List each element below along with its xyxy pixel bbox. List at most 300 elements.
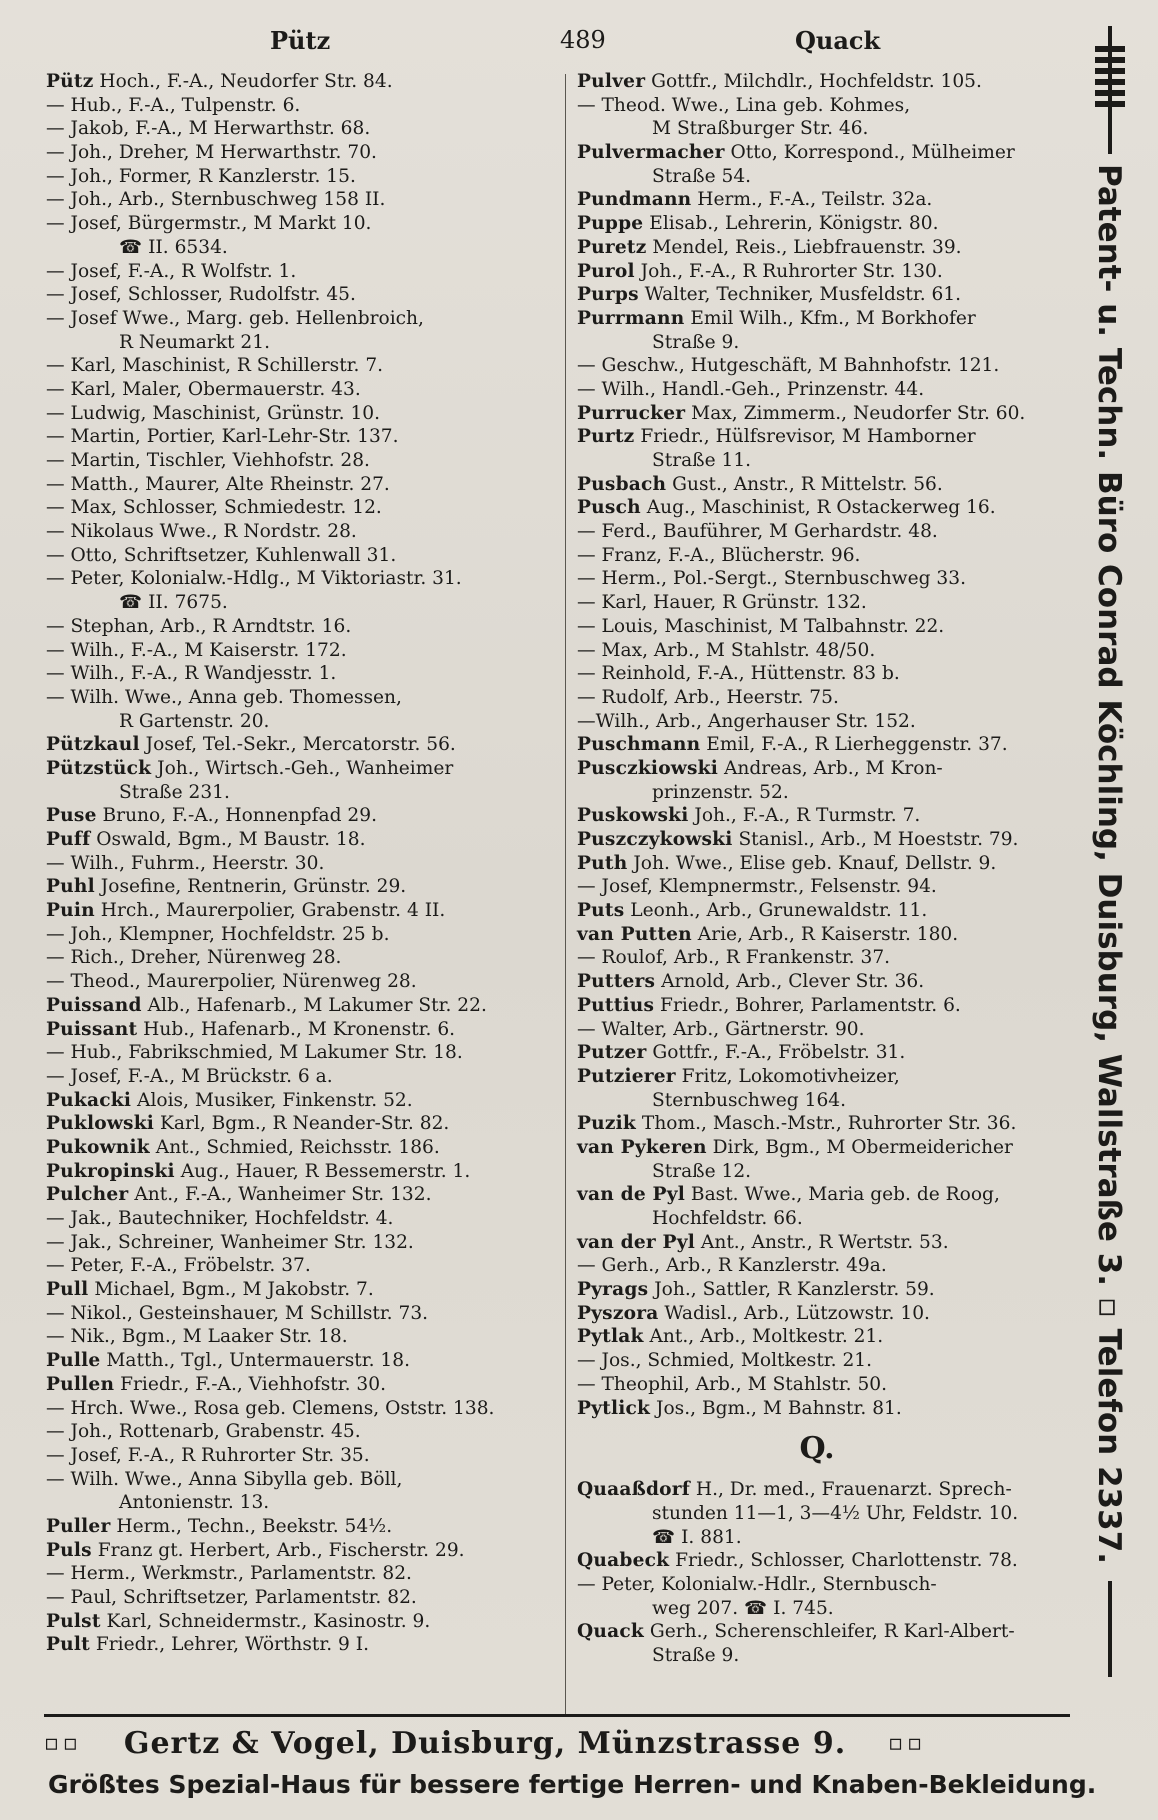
entry-surname: Puls (46, 1539, 92, 1561)
entry-details: — Theophil, Arb., M Stahlstr. 50. (577, 1373, 888, 1395)
entry-details: Hrch., Maurerpolier, Grabenstr. 4 II. (94, 900, 446, 922)
directory-entry (46, 615, 566, 639)
directory-entry (46, 1468, 566, 1492)
entry-surname: Purrucker (577, 402, 686, 424)
entry-details: Joh., Sattler, R Kanzlerstr. 59. (648, 1279, 935, 1301)
entry-details: M Straßburger Str. 46. (652, 118, 869, 140)
header-first-entry: Pütz (270, 26, 331, 55)
footer-ad-title (44, 1726, 1074, 1761)
entry-details: Hochfeldstr. 66. (652, 1208, 803, 1229)
entry-surname: Pützkaul (46, 734, 140, 756)
entry-surname: Purtz (577, 426, 635, 448)
entry-details: — Louis, Maschinist, M Talbahnstr. 22. (577, 615, 945, 637)
directory-entry (577, 686, 1097, 710)
entry-surname: Puretz (577, 236, 647, 258)
entry-details: Straße 9. (652, 331, 740, 353)
directory-entry (577, 923, 1097, 947)
entry-surname: Purrmann (577, 307, 685, 329)
column-divider (565, 74, 566, 1714)
entry-surname: Puissant (46, 1018, 138, 1040)
directory-entry (577, 188, 1097, 212)
sidebar-bars-top (1095, 46, 1125, 112)
directory-entry (46, 1444, 566, 1468)
directory-entry (577, 1207, 1097, 1231)
entry-details: Herm., F.-A., Teilstr. 32a. (691, 189, 933, 211)
directory-entry (46, 733, 566, 757)
entry-details: — Wilh., F.-A., M Kaiserstr. 172. (46, 639, 347, 661)
entry-surname: Purps (577, 284, 639, 306)
entry-surname: Pyrags (577, 1279, 649, 1301)
entry-surname: Pusbach (577, 473, 667, 495)
entry-surname: Pulle (46, 1350, 101, 1372)
entry-surname: Puse (46, 805, 97, 827)
entry-surname: Pult (46, 1634, 90, 1656)
directory-entry (46, 1278, 566, 1302)
entry-details: Ant., Arb., Moltkestr. 21. (643, 1326, 884, 1348)
entry-details: —Wilh., Arb., Angerhauser Str. 152. (577, 710, 916, 732)
entry-details: — Josef, Bürgermstr., M Markt 10. (46, 213, 372, 235)
directory-entry (577, 331, 1097, 355)
ad-company: Gertz & Vogel, Duisburg, Münzstrasse 9. (123, 1726, 847, 1761)
directory-entry (46, 899, 566, 923)
entry-surname: Pyszora (577, 1302, 659, 1324)
directory-entry (46, 1349, 566, 1373)
directory-entry (46, 804, 566, 828)
directory-entry (577, 1041, 1097, 1065)
directory-entry (46, 686, 566, 710)
directory-entry (46, 1018, 566, 1042)
directory-entry (577, 402, 1097, 426)
entry-surname: Pulver (577, 71, 646, 92)
directory-entry (46, 94, 566, 118)
footer-rule (44, 1714, 1070, 1717)
entry-details: — Karl, Maler, Obermauerstr. 43. (46, 378, 361, 400)
entry-details: — Walter, Arb., Gärtnerstr. 90. (577, 1018, 865, 1040)
entry-details: — Josef, F.-A., M Brückstr. 6 a. (46, 1065, 333, 1087)
directory-entry (46, 283, 566, 307)
directory-entry (577, 117, 1097, 141)
directory-entry (577, 307, 1097, 331)
entry-surname: Puttius (577, 994, 655, 1016)
directory-entry (46, 875, 566, 899)
directory-entry (46, 1397, 566, 1421)
right-column (577, 70, 1097, 1668)
entry-surname: Puskowski (577, 805, 689, 827)
entry-details: — Wilh., Handl.-Geh., Prinzenstr. 44. (577, 378, 925, 400)
entry-surname: Puts (577, 900, 625, 922)
entry-details: Joh. Wwe., Elise geb. Knauf, Dellstr. 9. (627, 852, 997, 874)
entry-details: Gottfr., Milchdlr., Hochfeldstr. 105. (645, 71, 982, 92)
entry-details: Friedr., Bohrer, Parlamentstr. 6. (654, 994, 961, 1016)
entry-details: Josef, Tel.-Sekr., Mercatorstr. 56. (139, 734, 456, 756)
entry-surname: Puzik (577, 1113, 637, 1135)
directory-entry (46, 1065, 566, 1089)
directory-entry (577, 1549, 1097, 1573)
directory-entry (577, 899, 1097, 923)
directory-entry (577, 1478, 1097, 1502)
section-heading: Q. (799, 1431, 835, 1467)
directory-entry (46, 496, 566, 520)
directory-entry (577, 1018, 1097, 1042)
directory-entry (46, 473, 566, 497)
entry-surname: Pull (46, 1279, 89, 1301)
directory-entry (46, 165, 566, 189)
directory-entry (577, 946, 1097, 970)
entry-details: Hoch., F.-A., Neudorfer Str. 84. (93, 71, 393, 92)
directory-entry (577, 236, 1097, 260)
entry-details: — Wilh., F.-A., R Wandjesstr. 1. (46, 663, 337, 685)
directory-entry (577, 994, 1097, 1018)
entry-details: — Karl, Maschinist, R Schillerstr. 7. (46, 355, 384, 377)
entry-details: Gerh., Scherenschleifer, R Karl-Albert- (643, 1621, 1015, 1643)
directory-entry (577, 828, 1097, 852)
entry-details: R Gartenstr. 20. (119, 710, 270, 732)
directory-entry (577, 567, 1097, 591)
directory-entry (577, 875, 1097, 899)
directory-entry (577, 970, 1097, 994)
directory-entry (46, 970, 566, 994)
entry-surname: Pulvermacher (577, 142, 725, 164)
directory-entry (577, 283, 1097, 307)
entry-details: Alb., Hafenarb., M Lakumer Str. 22. (141, 994, 487, 1016)
directory-entry (46, 331, 566, 355)
directory-entry (46, 449, 566, 473)
directory-entry (577, 1254, 1097, 1278)
entry-surname: Pytlak (577, 1326, 644, 1348)
entry-details: Max, Zimmerm., Neudorfer Str. 60. (685, 402, 1026, 424)
entry-details: Joh., F.-A., R Turmstr. 7. (688, 805, 921, 827)
entry-details: — Nikol., Gesteinshauer, M Schillstr. 73. (46, 1302, 429, 1324)
directory-entry (46, 567, 566, 591)
directory-entry (46, 757, 566, 781)
directory-entry (577, 520, 1097, 544)
entry-details: Jos., Bgm., M Bahnstr. 81. (650, 1397, 902, 1419)
directory-entry (577, 141, 1097, 165)
directory-entry (46, 378, 566, 402)
directory-entry (577, 1644, 1097, 1668)
directory-entry (577, 639, 1097, 663)
entry-details: Elisab., Lehrerin, Königstr. 80. (643, 213, 939, 235)
sidebar-text: Patent- u. Techn. Büro Conrad Köchling, Duisburg, Wallstraße 3. ▫ Telefon 2337. (1091, 164, 1127, 1565)
entry-surname: van de Pyl (577, 1184, 685, 1206)
entry-surname: Puff (46, 829, 91, 850)
entry-details: — Theod., Maurerpolier, Nürenweg 28. (46, 971, 417, 993)
entry-details: Leonh., Arb., Grunewaldstr. 11. (624, 900, 928, 922)
entry-details: Stanisl., Arb., M Hoeststr. 79. (732, 829, 1019, 850)
entry-details: — Hub., Fabrikschmied, M Lakumer Str. 18. (46, 1042, 463, 1064)
entry-details: Ant., F.-A., Wanheimer Str. 132. (128, 1184, 432, 1206)
entry-details: — Josef, Klempnermstr., Felsenstr. 94. (577, 876, 937, 898)
entry-surname: Pukacki (46, 1089, 132, 1111)
directory-entry (577, 781, 1097, 805)
entry-details: Straße 54. (652, 165, 752, 187)
entry-details: R Neumarkt 21. (119, 331, 270, 353)
entry-details: — Joh., Former, R Kanzlerstr. 15. (46, 165, 356, 187)
directory-entry (46, 1562, 566, 1586)
entry-details: — Wilh., Fuhrm., Heerstr. 30. (46, 852, 325, 874)
entry-details: — Josef, F.-A., R Wolfstr. 1. (46, 260, 297, 282)
directory-entry (577, 1136, 1097, 1160)
directory-entry (46, 1325, 566, 1349)
directory-entry (46, 923, 566, 947)
directory-entry (577, 165, 1097, 189)
entry-details: Joh., F.-A., R Ruhrorter Str. 130. (634, 260, 943, 282)
entry-details: H., Dr. med., Frauenarzt. Sprech- (689, 1479, 1012, 1501)
directory-entry (577, 591, 1097, 615)
directory-entry (577, 1112, 1097, 1136)
directory-entry (577, 94, 1097, 118)
directory-entry (577, 1620, 1097, 1644)
entry-details: Ant., Anstr., R Wertstr. 53. (695, 1231, 949, 1253)
entry-details: Karl, Schneidermstr., Kasinostr. 9. (100, 1610, 431, 1632)
entry-surname: Purol (577, 260, 635, 282)
directory-entry (46, 188, 566, 212)
entry-details: — Herm., Werkmstr., Parlamentstr. 82. (46, 1563, 412, 1585)
entry-details: Arie, Arb., R Kaiserstr. 180. (691, 923, 959, 945)
entry-details: — Wilh. Wwe., Anna geb. Thomessen, (46, 686, 402, 708)
entry-details: Arnold, Arb., Clever Str. 36. (655, 971, 925, 993)
directory-entry (577, 544, 1097, 568)
entry-details: — Jak., Bautechniker, Hochfeldstr. 4. (46, 1208, 394, 1229)
entry-details: Straße 12. (652, 1160, 752, 1182)
entry-details: Straße 231. (119, 781, 230, 803)
directory-entry (577, 1278, 1097, 1302)
entry-details: Thom., Masch.-Mstr., Ruhrorter Str. 36. (636, 1113, 1017, 1135)
directory-entry (46, 828, 566, 852)
directory-entry (46, 117, 566, 141)
entry-details: — Theod. Wwe., Lina geb. Kohmes, (577, 94, 911, 116)
entry-details: Matth., Tgl., Untermauerstr. 18. (100, 1350, 410, 1372)
footer-ad-slogan: Größtes Spezial-Haus für bessere fertige Herren- und Knaben-Bekleidung. (48, 1770, 1097, 1799)
directory-entry (46, 141, 566, 165)
directory-entry (577, 496, 1097, 520)
ad-boxes-right: ▫▫ (888, 1730, 926, 1756)
entry-details: stunden 11—1, 3—4½ Uhr, Feldstr. 10. (652, 1502, 1019, 1524)
directory-entry (46, 1633, 566, 1657)
directory-entry (577, 1325, 1097, 1349)
entry-details: Friedr., Lehrer, Wörthstr. 9 I. (89, 1634, 370, 1656)
directory-entry (46, 1136, 566, 1160)
directory-entry (46, 212, 566, 236)
directory-entry (577, 1160, 1097, 1184)
left-column (46, 70, 566, 1657)
directory-entry (46, 1089, 566, 1113)
entry-surname: Putzierer (577, 1065, 676, 1087)
directory-entry (46, 1231, 566, 1255)
entry-details: Aug., Maschinist, R Ostackerweg 16. (640, 497, 996, 519)
entry-surname: Quabeck (577, 1550, 670, 1572)
directory-entry (577, 1526, 1097, 1550)
entry-details: Alois, Musiker, Finkenstr. 52. (131, 1089, 413, 1111)
entry-surname: Puissand (46, 994, 142, 1016)
directory-entry (577, 804, 1097, 828)
directory-entry (46, 1373, 566, 1397)
entry-details: Ant., Schmied, Reichsstr. 186. (149, 1136, 440, 1158)
directory-entry (577, 1397, 1097, 1421)
directory-entry (577, 473, 1097, 497)
directory-entry (577, 1502, 1097, 1526)
entry-details: — Ludwig, Maschinist, Grünstr. 10. (46, 402, 381, 424)
directory-entry (577, 260, 1097, 284)
entry-details: — Joh., Rottenarb, Grabenstr. 45. (46, 1421, 361, 1443)
directory-entry (46, 236, 566, 260)
directory-entry (46, 544, 566, 568)
directory-entry (46, 1586, 566, 1610)
directory-entry (46, 354, 566, 378)
entry-surname: Pukownik (46, 1136, 150, 1158)
entry-details: Gottfr., F.-A., Fröbelstr. 31. (646, 1042, 906, 1064)
entry-details: — Rudolf, Arb., Heerstr. 75. (577, 686, 839, 708)
entry-details: — Max, Schlosser, Schmiedestr. 12. (46, 497, 382, 519)
entry-details: Walter, Techniker, Musfeldstr. 61. (638, 284, 962, 306)
entry-surname: van Putten (577, 923, 692, 945)
entry-details: Friedr., F.-A., Viehhofstr. 30. (114, 1373, 387, 1395)
entry-details: Mendel, Reis., Liebfrauenstr. 39. (646, 236, 962, 258)
entry-details: — Joh., Arb., Sternbuschweg 158 II. (46, 189, 386, 211)
entry-details: Antonienstr. 13. (119, 1492, 270, 1514)
directory-entry (577, 757, 1097, 781)
directory-entry (577, 1373, 1097, 1397)
directory-entry (46, 520, 566, 544)
entry-details: — Josef, F.-A., R Ruhrorter Str. 35. (46, 1444, 370, 1466)
entry-details: Friedr., Hülfsrevisor, M Hamborner (634, 426, 976, 448)
directory-entry (46, 781, 566, 805)
entry-surname: Puszczykowski (577, 829, 733, 850)
directory-entry (46, 425, 566, 449)
entry-details: — Rich., Dreher, Nürenweg 28. (46, 947, 342, 969)
directory-entry (577, 662, 1097, 686)
entry-details: Andreas, Arb., M Kron- (718, 757, 943, 779)
entry-details: — Martin, Portier, Karl-Lehr-Str. 137. (46, 426, 399, 448)
entry-details: — Hub., F.-A., Tulpenstr. 6. (46, 94, 301, 116)
entry-details: — Jak., Schreiner, Wanheimer Str. 132. (46, 1231, 414, 1253)
entry-details: — Martin, Tischler, Viehhofstr. 28. (46, 450, 370, 471)
entry-details: — Hrch. Wwe., Rosa geb. Clemens, Oststr. 138. (46, 1397, 495, 1419)
directory-entry (577, 615, 1097, 639)
entry-surname: Puin (46, 900, 95, 922)
entry-details: — Peter, Kolonialw.-Hdlr., Sternbusch- (577, 1573, 937, 1595)
entry-details: — Matth., Maurer, Alte Rheinstr. 27. (46, 473, 390, 495)
entry-details: — Peter, Kolonialw.-Hdlg., M Viktoriastr. 31. (46, 568, 462, 590)
directory-entry (46, 639, 566, 663)
directory-entry (46, 710, 566, 734)
entry-details: Otto, Korrespond., Mülheimer (724, 142, 1015, 164)
entry-surname: Puth (577, 852, 628, 874)
entry-surname: Pytlick (577, 1397, 651, 1419)
entry-details: Michael, Bgm., M Jakobstr. 7. (88, 1279, 374, 1301)
directory-entry (577, 378, 1097, 402)
entry-surname: Pulst (46, 1610, 101, 1632)
directory-entry (46, 662, 566, 686)
entry-surname: Quack (577, 1621, 644, 1643)
entry-details: Joh., Wirtsch.-Geh., Wanheimer (151, 757, 454, 779)
entry-details: — Nik., Bgm., M Laaker Str. 18. (46, 1326, 348, 1348)
directory-entry (46, 1539, 566, 1563)
directory-entry (577, 1349, 1097, 1373)
entry-details: Friedr., Schlosser, Charlottenstr. 78. (669, 1550, 1018, 1572)
entry-surname: Puschmann (577, 734, 701, 756)
directory-entry (46, 1160, 566, 1184)
entry-details: — Josef, Schlosser, Rudolfstr. 45. (46, 284, 356, 306)
entry-surname: van Pykeren (577, 1136, 707, 1158)
entry-details: — Jakob, F.-A., M Herwarthstr. 68. (46, 118, 371, 140)
directory-entry (577, 425, 1097, 449)
sidebar-rule-bottom (1108, 1581, 1112, 1677)
entry-details: — Paul, Schriftsetzer, Parlamentstr. 82. (46, 1587, 417, 1608)
entry-details: Emil Wilh., Kfm., M Borkhofer (684, 307, 976, 329)
entry-details: — Karl, Hauer, R Grünstr. 132. (577, 592, 867, 614)
entry-details: Josefine, Rentnerin, Grünstr. 29. (94, 876, 407, 898)
entry-surname: Pütz (46, 71, 94, 92)
entry-surname: Pusch (577, 497, 641, 519)
page-number: 489 (560, 26, 606, 54)
directory-entry (46, 70, 566, 94)
directory-entry (577, 70, 1097, 94)
entry-details: Wadisl., Arb., Lützowstr. 10. (658, 1302, 930, 1324)
entry-surname: van der Pyl (577, 1231, 695, 1253)
header-last-entry: Quack (795, 26, 881, 55)
directory-entry (577, 1231, 1097, 1255)
entry-details: Aug., Hauer, R Bessemerstr. 1. (174, 1160, 471, 1182)
entry-surname: Pusczkiowski (577, 757, 719, 779)
directory-entry (46, 591, 566, 615)
directory-entry (46, 1183, 566, 1207)
entry-surname: Puller (46, 1515, 111, 1537)
entry-details: — Josef Wwe., Marg. geb. Hellenbroich, (46, 307, 424, 329)
directory-entry (46, 1515, 566, 1539)
entry-details: — Geschw., Hutgeschäft, M Bahnhofstr. 121. (577, 355, 1000, 377)
entry-surname: Puklowski (46, 1113, 155, 1135)
entry-details: — Otto, Schriftsetzer, Kuhlenwall 31. (46, 544, 397, 566)
directory-entry (577, 1302, 1097, 1326)
sidebar-advertisement (1085, 26, 1131, 1666)
entry-details: ☎ II. 6534. (119, 236, 228, 258)
directory-entry (577, 1089, 1097, 1113)
directory-entry (577, 354, 1097, 378)
directory-entry (577, 212, 1097, 236)
entry-details: weg 207. ☎ I. 745. (652, 1597, 834, 1619)
entry-details: Bast. Wwe., Maria geb. de Roog, (685, 1184, 1000, 1206)
directory-entry (46, 946, 566, 970)
directory-entry (577, 852, 1097, 876)
entry-surname: Pullen (46, 1373, 115, 1395)
entry-surname: Pulcher (46, 1184, 129, 1206)
directory-entry (46, 1254, 566, 1278)
entry-surname: Puhl (46, 876, 95, 898)
entry-details: Herm., Techn., Beekstr. 54½. (110, 1515, 393, 1537)
directory-entry (46, 1302, 566, 1326)
directory-entry (46, 260, 566, 284)
entry-surname: Puppe (577, 213, 644, 235)
entry-details: prinzenstr. 52. (652, 781, 789, 803)
entry-details: — Joh., Dreher, M Herwarthstr. 70. (46, 142, 377, 164)
entry-details: Hub., Hafenarb., M Kronenstr. 6. (137, 1018, 456, 1040)
directory-entry (577, 1597, 1097, 1621)
ad-boxes-left: ▫▫ (44, 1730, 82, 1756)
entry-details: — Jos., Schmied, Moltkestr. 21. (577, 1350, 873, 1372)
entry-details: — Reinhold, F.-A., Hüttenstr. 83 b. (577, 663, 900, 685)
entry-details: — Joh., Klempner, Hochfeldstr. 25 b. (46, 923, 390, 945)
entry-details: Oswald, Bgm., M Baustr. 18. (90, 829, 366, 850)
page-header (40, 26, 1068, 60)
entry-surname: Quaaßdorf (577, 1479, 690, 1501)
entry-details: ☎ II. 7675. (119, 592, 228, 614)
directory-entry (46, 402, 566, 426)
entry-details: Gust., Anstr., R Mittelstr. 56. (666, 473, 943, 495)
entry-details: — Stephan, Arb., R Arndtstr. 16. (46, 615, 352, 637)
entry-details: — Max, Arb., M Stahlstr. 48/50. (577, 639, 876, 661)
entry-details: — Gerh., Arb., R Kanzlerstr. 49a. (577, 1255, 887, 1277)
